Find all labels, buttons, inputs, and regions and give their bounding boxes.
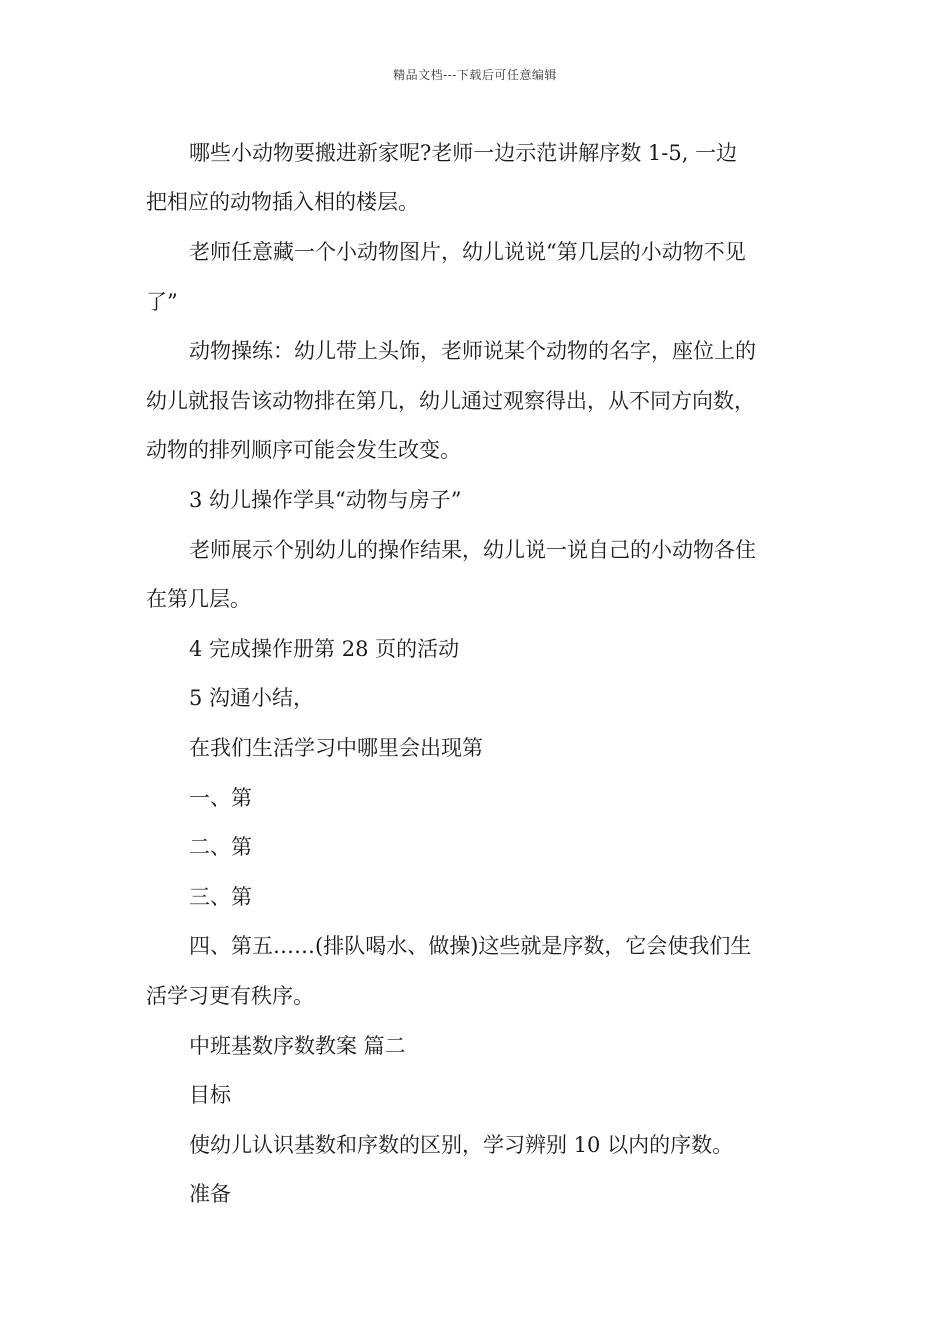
- section-heading: 中班基数序数教案 篇二: [189, 1034, 406, 1058]
- text-line: 使幼儿认识基数和序数的区别，学习辨别 10 以内的序数。: [189, 1133, 734, 1157]
- text-line: 动物的排列顺序可能会发生改变。: [146, 438, 461, 462]
- text-line: 动物操练：幼儿带上头饰，老师说某个动物的名字，座位上的: [189, 339, 756, 363]
- text-line: 在第几层。: [146, 587, 251, 611]
- text-line: 活学习更有秩序。: [146, 984, 314, 1008]
- text-line: 二、第: [189, 835, 252, 859]
- text-line: 在我们生活学习中哪里会出现第: [189, 736, 483, 760]
- text-line: 5 沟通小结，: [189, 686, 315, 710]
- text-line: 四、第五……(排队喝水、做操)这些就是序数，它会使我们生: [189, 934, 752, 958]
- text-line: 了”: [146, 290, 178, 314]
- text-line: 3 幼儿操作学具“动物与房子”: [189, 488, 462, 512]
- text-line: 三、第: [189, 885, 252, 909]
- text-line: 准备: [189, 1182, 231, 1206]
- text-line: 一、第: [189, 786, 252, 810]
- text-line: 幼儿就报告该动物排在第几，幼儿通过观察得出，从不同方向数，: [146, 389, 755, 413]
- text-line: 老师任意藏一个小动物图片，幼儿说说“第几层的小动物不见: [189, 240, 746, 264]
- text-line: 4 完成操作册第 28 页的活动: [189, 637, 460, 661]
- text-line: 把相应的动物插入相的楼层。: [146, 190, 419, 214]
- text-line: 老师展示个别幼儿的操作结果，幼儿说一说自己的小动物各住: [189, 538, 756, 562]
- text-line: 目标: [189, 1083, 231, 1107]
- text-line: 哪些小动物要搬进新家呢?老师一边示范讲解序数 1-5, 一边: [189, 141, 738, 165]
- page-header: 精品文档---下载后可任意编辑: [393, 68, 557, 82]
